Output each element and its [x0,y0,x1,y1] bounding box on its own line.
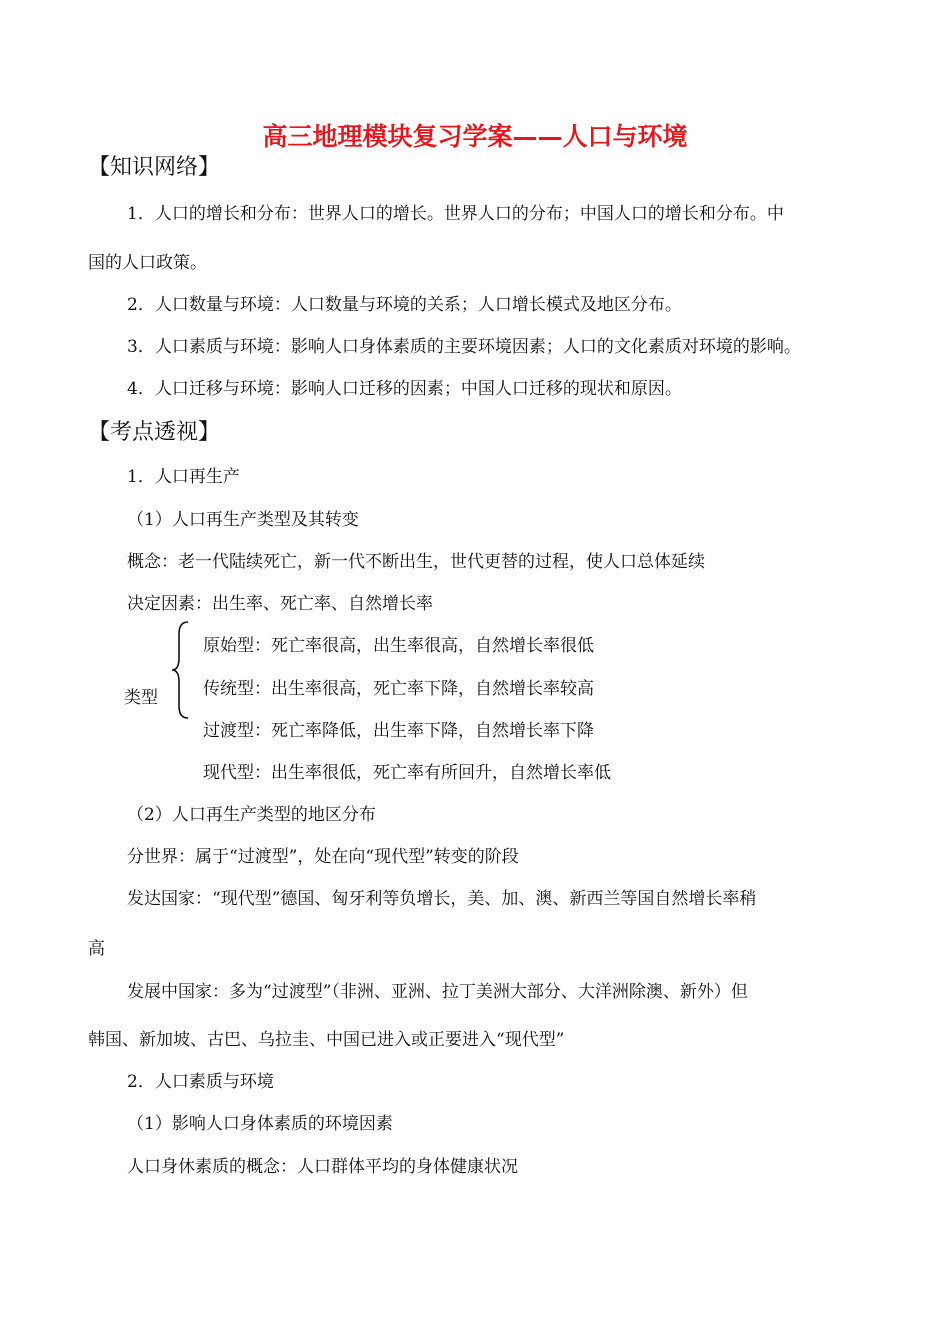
developing-countries-text: 发展中国家：多为“过渡型”（非洲、亚洲、拉丁美洲大部分、大洋洲除澳、新外）但 [127,982,748,1002]
knowledge-item-1-continued: 国的人口政策。 [88,253,207,273]
type-transition: 过渡型：死亡率降低，出生率下降，自然增长率下降 [203,721,594,741]
physical-quality-concept: 人口身休素质的概念：人口群体平均的身体健康状况 [127,1157,518,1177]
determining-factors-text: 决定因素：出生率、死亡率、自然增长率 [127,594,433,614]
page-title: 高三地理模块复习学案——人口与环境 [262,122,688,151]
knowledge-item-3: 3．人口素质与环境：影响人口身体素质的主要环境因素；人口的文化素质对环境的影响。 [127,337,801,357]
type-traditional: 传统型：出生率很高，死亡率下降，自然增长率较高 [203,679,594,699]
knowledge-item-1: 1．人口的增长和分布：世界人口的增长。世界人口的分布；中国人口的增长和分布。中 [127,204,784,224]
type-primitive: 原始型：死亡率很高，出生率很高，自然增长率很低 [203,636,594,656]
knowledge-item-2: 2．人口数量与环境：人口数量与环境的关系；人口增长模式及地区分布。 [127,295,682,315]
exam-subheading-2: （2）人口再生产类型的地区分布 [127,805,376,825]
exam-subheading-3: （1）影响人口身体素质的环境因素 [127,1114,393,1134]
types-label: 类型 [124,688,158,708]
section-heading-knowledge-network: 【知识网络】 [88,155,221,180]
exam-heading-1: 1．人口再生产 [127,467,240,487]
developing-countries-continued: 韩国、新加坡、古巴、乌拉圭、中国已进入或正要进入“现代型” [88,1030,565,1050]
section-heading-exam-points: 【考点透视】 [88,420,221,445]
concept-text: 概念：老一代陆续死亡，新一代不断出生，世代更替的过程，使人口总体延续 [127,552,705,572]
exam-heading-2: 2．人口素质与环境 [127,1072,274,1092]
world-text: 分世界：属于“过渡型”，处在向“现代型”转变的阶段 [127,847,519,867]
knowledge-item-4: 4．人口迁移与环境：影响人口迁移的因素；中国人口迁移的现状和原因。 [127,379,682,399]
exam-subheading-1: （1）人口再生产类型及其转变 [127,510,359,530]
developed-countries-continued: 高 [88,939,105,959]
developed-countries-text: 发达国家：“现代型”德国、匈牙利等负增长，美、加、澳、新西兰等国自然增长率稍 [127,889,757,909]
curly-brace-icon [170,620,192,720]
type-modern: 现代型：出生率很低，死亡率有所回升，自然增长率低 [203,763,611,783]
